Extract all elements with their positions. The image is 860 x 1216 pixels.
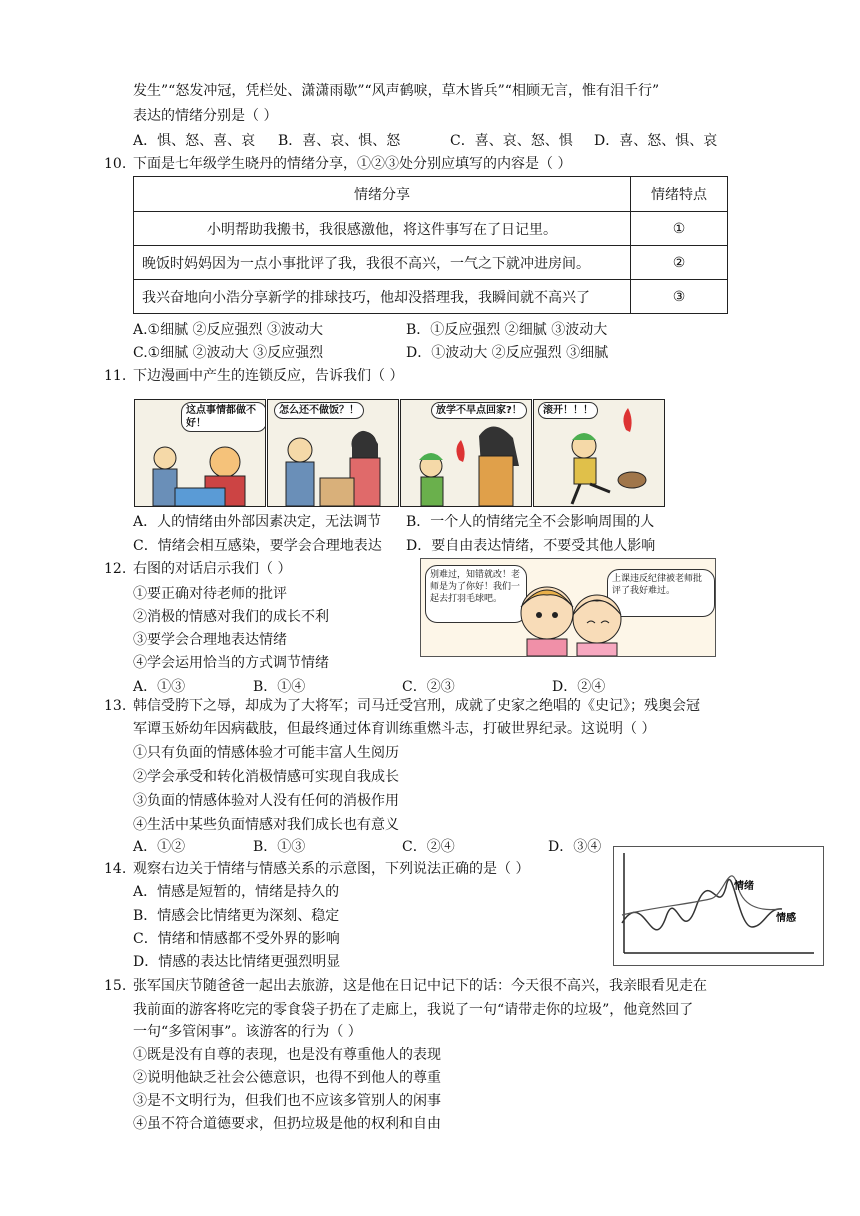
table-cell: ② [631, 246, 728, 280]
emotion-share-table [133, 176, 728, 314]
q12-option-c: C．②③ [402, 679, 455, 695]
q14-stem: 观察右边关于情绪与情感关系的示意图，下列说法正确的是（ ） [133, 861, 530, 877]
comic-panel-4 [533, 399, 665, 507]
q15-item-1: ①既是没有自尊的表现，也是没有尊重他人的表现 [133, 1047, 441, 1063]
q14-option-c: C．情绪和情感都不受外界的影响 [133, 931, 340, 947]
q12-number: 12. [104, 561, 127, 577]
q12-item-4: ④学会运用恰当的方式调节情绪 [133, 655, 329, 671]
q10-option-d: D．①波动大 ②反应强烈 ③细腻 [406, 345, 609, 361]
comic-panel-2 [267, 399, 399, 507]
q10-option-a: A.①细腻 ②反应强烈 ③波动大 [133, 322, 324, 338]
q12-option-b: B．①④ [253, 679, 306, 695]
q13-number: 13. [104, 698, 127, 714]
table-header-row [134, 177, 728, 212]
q15-item-3: ③是不文明行为，但我们也不应该多管别人的闲事 [133, 1093, 441, 1109]
q11-option-c: C．情绪会相互感染，要学会合理地表达 [133, 538, 382, 554]
table-cell: ① [631, 212, 728, 246]
q15-stem-line2: 我前面的游客将吃完的零食袋子扔在了走廊上，我说了一句“请带走你的垃圾”，他竟然回了 [133, 1002, 694, 1018]
table-row [134, 280, 728, 314]
q10-stem: 下面是七年级学生晓丹的情绪分享，①②③处分别应填写的内容是（ ） [133, 156, 572, 172]
q13-item-1: ①只有负面的情感体验才可能丰富人生阅历 [133, 745, 399, 761]
q14-option-b: B．情感会比情绪更为深刻、稳定 [133, 908, 340, 924]
q15-stem-line3: 一句“多管闲事”。该游客的行为（ ） [133, 1024, 362, 1040]
speech-bubble-right: 上课违反纪律被老师批评了我好难过。 [607, 569, 715, 617]
q13-option-c: C．②④ [402, 839, 455, 855]
q15-stem-line1: 张军国庆节随爸爸一起出去旅游，这是他在日记中记下的话：今天很不高兴，我亲眼看见走在 [133, 978, 707, 994]
q15-item-4: ④虽不符合道德要求，但扔垃圾是他的权利和自由 [133, 1116, 441, 1132]
comic-bubble-4: 滚开！！！ [538, 402, 598, 419]
comic-bubble-2: 怎么还不做饭？！ [274, 402, 364, 419]
two-girls-illustration [421, 559, 715, 656]
table-row [134, 212, 728, 246]
q10-number: 10. [104, 156, 127, 172]
table-cell: 晚饭时妈妈因为一点小事批评了我，我很不高兴，一气之下就冲进房间。 [134, 246, 631, 280]
q10-option-b: B．①反应强烈 ②细腻 ③波动大 [406, 322, 608, 338]
comic-bubble-3: 放学不早点回家?！ [431, 402, 527, 419]
q11-number: 11. [104, 368, 127, 384]
q11-option-d: D．要自由表达情绪，不要受其他人影响 [406, 538, 656, 554]
q11-stem: 下边漫画中产生的连锁反应，告诉我们（ ） [133, 368, 404, 384]
q13-option-d: D．③④ [548, 839, 602, 855]
q13-item-2: ②学会承受和转化消极情感可实现自我成长 [133, 769, 399, 785]
q11-option-b: B．一个人的情绪完全不会影响周围的人 [406, 514, 655, 530]
table-row [134, 246, 728, 280]
q12-item-2: ②消极的情感对我们的成长不利 [133, 609, 329, 625]
q14-option-d: D．情感的表达比情绪更强烈明显 [133, 954, 341, 970]
q12-item-1: ①要正确对待老师的批评 [133, 586, 287, 602]
q9-option-c: C．喜、哀、怒、惧 [450, 133, 573, 149]
q11-option-a: A．人的情绪由外部因素决定，无法调节 [133, 514, 382, 530]
emotion-label: 情绪 [734, 881, 754, 892]
comic-panel-3 [400, 399, 532, 507]
table-cell: 我兴奋地向小浩分享新学的排球技巧，他却没搭理我，我瞬间就不高兴了 [134, 280, 631, 314]
speech-bubble-left: 别难过，知错就改！老师是为了你好！我们一起去打羽毛球吧。 [425, 565, 527, 623]
table-cell: 小明帮助我搬书，我很感激他，将这件事写在了日记里。 [134, 212, 631, 246]
emotion-curve [622, 880, 782, 930]
q14-option-a: A．情感是短暂的，情绪是持久的 [133, 884, 340, 900]
table-header-trait: 情绪特点 [631, 177, 728, 212]
q9-option-a: A．惧、怒、喜、哀 [133, 133, 256, 149]
comic-bubble-1: 这点事情都做不好！ [181, 402, 266, 432]
table-cell: ③ [631, 280, 728, 314]
q13-item-4: ④生活中某些负面情感对我们成长也有意义 [133, 817, 399, 833]
q15-number: 15. [104, 978, 127, 994]
q15-item-2: ②说明他缺乏社会公德意识，也得不到他人的尊重 [133, 1070, 441, 1086]
q9-stem-line1: 发生”“怒发冲冠，凭栏处、潇潇雨歇”“风声鹤唳，草木皆兵”“相顾无言，惟有泪千行” [133, 83, 660, 99]
q12-stem: 右图的对话启示我们（ ） [133, 561, 292, 577]
emotion-feeling-curves [614, 847, 823, 965]
q9-option-d: D．喜、怒、惧、哀 [594, 133, 718, 149]
q12-option-a: A．①③ [133, 679, 186, 695]
q14-number: 14. [104, 861, 127, 877]
q9-option-b: B．喜、哀、惧、怒 [278, 133, 401, 149]
q13-option-a: A．①② [133, 839, 186, 855]
feeling-label: 情感 [776, 913, 796, 924]
comic-panel-1 [134, 399, 266, 507]
q12-option-d: D．②④ [552, 679, 606, 695]
q13-stem-line2: 军谭玉娇幼年因病截肢，但最终通过体育训练重燃斗志，打破世界纪录。这说明（ ） [133, 721, 656, 737]
q13-stem-line1: 韩信受胯下之辱，却成为了大将军；司马迁受宫刑，成就了史家之绝唱的《史记》；残奥会冠 [133, 698, 700, 714]
emotion-feeling-diagram [613, 846, 824, 966]
q10-option-c: C.①细腻 ②波动大 ③反应强烈 [133, 345, 324, 361]
table-header-share: 情绪分享 [134, 177, 631, 212]
q9-stem-line2: 表达的情绪分别是（ ） [133, 108, 278, 124]
q12-item-3: ③要学会合理地表达情绪 [133, 632, 287, 648]
dialogue-illustration [420, 558, 716, 657]
q13-item-3: ③负面的情感体验对人没有任何的消极作用 [133, 793, 399, 809]
q13-option-b: B．①③ [253, 839, 306, 855]
